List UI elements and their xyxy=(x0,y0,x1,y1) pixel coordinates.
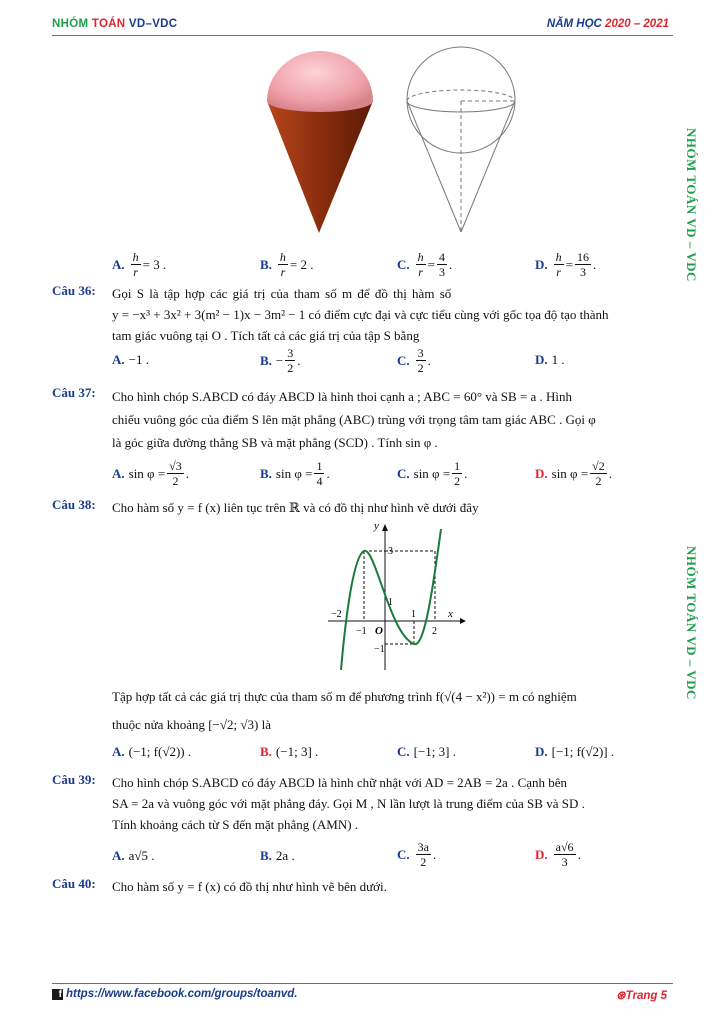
y-axis-label: y xyxy=(374,520,379,532)
tick-1: 1 xyxy=(411,609,416,620)
option-label: C. xyxy=(397,846,410,862)
numerator: 1 xyxy=(454,459,461,473)
numerator: 3 xyxy=(417,346,424,360)
denominator: 2 xyxy=(454,474,461,488)
option-label: C. xyxy=(397,256,410,272)
numerator: 3 xyxy=(287,346,294,360)
numerator: 1 xyxy=(316,459,323,473)
q39-stem xyxy=(112,772,672,835)
fraction xyxy=(554,840,576,869)
q37-option-a[interactable]: A. sin φ = $\frac{√3}{2}$ . xyxy=(112,459,189,488)
fraction xyxy=(167,459,184,488)
denominator: 2 xyxy=(417,361,424,375)
header-year-value: 2020 – 2021 xyxy=(605,18,669,30)
q38-label: Câu 38: xyxy=(52,497,96,512)
option-prefix: sin φ = xyxy=(128,465,166,481)
header-divider xyxy=(52,35,673,36)
option-label: D. xyxy=(535,744,548,759)
x-axis-label: x xyxy=(448,608,453,620)
q37-label: Câu 37: xyxy=(52,385,96,400)
q35-option-c[interactable]: C. $\frac{h}{r}$ = $\frac{4}{3}$ . xyxy=(397,250,453,279)
q40-label: Câu 40: xyxy=(52,876,96,891)
q38-question xyxy=(112,683,672,739)
denominator: r xyxy=(280,265,286,279)
option-label: B. xyxy=(260,848,272,863)
tick-m2: −2 xyxy=(331,609,342,620)
stem-line: là góc giữa đường thẳng SB và mặt phẳng (SCD) . Tính sin φ . xyxy=(112,435,438,450)
option-value: 2a . xyxy=(275,848,295,863)
q39-option-d[interactable]: D. $\frac{a√6}{3}$ . xyxy=(535,840,581,869)
option-value: a√5 . xyxy=(128,848,155,863)
equals: = xyxy=(427,256,435,272)
footer-link[interactable] xyxy=(52,988,298,1000)
numerator: 3a xyxy=(417,840,429,854)
stem-line: Cho hàm số y = f (x) liên tục trên ℝ và có đồ thị như hình vẽ dưới đây xyxy=(112,500,479,515)
denominator: r xyxy=(133,265,138,279)
fraction xyxy=(131,250,141,279)
function-graph xyxy=(320,515,480,675)
q36-option-c[interactable]: C. $\frac{3}{2}$ . xyxy=(397,346,431,375)
q39-option-a[interactable] xyxy=(112,848,155,864)
denominator: 3 xyxy=(579,265,586,279)
stem-line: Gọi S là tập hợp các giá trị của tham số m để đồ thị hàm số xyxy=(112,286,452,301)
option-value: = 3 . xyxy=(142,256,167,272)
cone-body xyxy=(267,101,373,233)
fraction xyxy=(590,459,607,488)
y-axis-arrow xyxy=(382,524,388,531)
option-label: C. xyxy=(397,352,410,368)
fraction xyxy=(452,459,462,488)
numerator: h xyxy=(132,250,139,264)
q37-option-b[interactable]: B. sin φ = $\frac{1}{4}$ . xyxy=(260,459,330,488)
option-label: D. xyxy=(535,352,548,367)
cone-right-edge xyxy=(461,101,515,232)
denominator: 3 xyxy=(438,265,445,279)
fraction xyxy=(437,250,447,279)
fraction xyxy=(278,250,288,279)
option-label: D. xyxy=(535,256,548,272)
q39-option-c[interactable]: C. $\frac{3a}{2}$ . xyxy=(397,840,437,869)
q36-option-a[interactable] xyxy=(112,352,149,368)
denominator: 2 xyxy=(287,361,294,375)
q39-option-b[interactable] xyxy=(260,848,295,864)
fraction xyxy=(314,459,324,488)
stem-line: Tập hợp tất cả các giá trị thực của tham số m để phương trình f(√(4 − x²)) = m có nghiệm xyxy=(112,689,577,704)
stem-line: Cho hình chóp S.ABCD có đáy ABCD là hình chữ nhật với AD = 2AB = 2a . Cạnh bên xyxy=(112,775,568,790)
stem-line: chiếu vuông góc của điểm S lên mặt phẳng (ABC) trùng với trọng tâm tam giác ABC . Gọi φ xyxy=(112,412,596,427)
side-label-bottom: NHÓM TOÁN VD – VDC xyxy=(684,546,699,700)
denominator: 2 xyxy=(595,474,602,488)
footer-divider xyxy=(52,983,673,984)
option-label: A. xyxy=(112,256,125,272)
facebook-group-link[interactable]: https://www.facebook.com/groups/toanvd. xyxy=(66,988,298,1000)
stem-line: tam giác vuông tại O . Tích tất cả các giá trị của tập S bằng xyxy=(112,328,420,343)
equals: = xyxy=(565,256,573,272)
stem-line: Cho hình chóp S.ABCD có đáy ABCD là hình thoi cạnh a ; ABC = 60° và SB = a . Hình xyxy=(112,389,573,404)
header-group-name xyxy=(52,18,177,30)
option-value: [−1; f(√2)] . xyxy=(551,744,615,759)
fraction xyxy=(285,346,295,375)
facebook-icon: f xyxy=(52,989,63,1000)
stem-line: Tính khoảng cách từ S đến mặt phẳng (AMN) . xyxy=(112,817,359,832)
option-label: A. xyxy=(112,744,125,759)
header-year-label: NĂM HỌC xyxy=(546,18,602,30)
cone-base-back xyxy=(407,90,515,101)
stem-line: y = −x³ + 3x² + 3(m² − 1)x − 3m² − 1 có điểm cực đại và cực tiểu cùng với gốc tọa độ tạo thành xyxy=(112,307,609,322)
header-word-nhom: NHÓM xyxy=(52,18,89,30)
tick-ym1: −1 xyxy=(374,644,385,655)
q36-label: Câu 36: xyxy=(52,283,96,298)
option-prefix: sin φ = xyxy=(413,465,451,481)
cone-left-edge xyxy=(407,101,461,232)
stem-line: thuộc nửa khoảng [−√2; √3) là xyxy=(112,717,271,732)
option-label: A. xyxy=(112,465,125,481)
fraction xyxy=(416,840,431,869)
option-label: C. xyxy=(397,465,410,481)
q38-option-a[interactable] xyxy=(112,744,191,760)
stem-line: Cho hàm số y = f (x) có đồ thị như hình vẽ bên dưới. xyxy=(112,879,387,894)
denominator: r xyxy=(556,265,561,279)
stem-line: SA = 2a và vuông góc với mặt phẳng đáy. Gọi M , N lần lượt là trung điểm của SB và SD . xyxy=(112,796,585,811)
numerator: √2 xyxy=(592,459,605,473)
header-word-toan: TOÁN xyxy=(91,18,126,30)
option-label: B. xyxy=(260,256,272,272)
option-label: B. xyxy=(260,352,272,368)
option-value: = 2 . xyxy=(289,256,314,272)
side-label-top: NHÓM TOÁN VD – VDC xyxy=(684,128,699,282)
option-label: C. xyxy=(397,744,410,759)
option-label: D. xyxy=(535,846,548,862)
option-value: (−1; f(√2)) . xyxy=(128,744,192,759)
q38-option-c[interactable] xyxy=(397,744,456,760)
option-value: (−1; 3] . xyxy=(275,744,319,759)
numerator: a√6 xyxy=(555,840,574,854)
option-label: B. xyxy=(260,744,272,759)
option-prefix: sin φ = xyxy=(551,465,589,481)
option-label: A. xyxy=(112,848,125,863)
denominator: r xyxy=(418,265,423,279)
option-prefix: sin φ = xyxy=(275,465,313,481)
q35-option-b[interactable] xyxy=(260,250,314,279)
q36-option-d[interactable] xyxy=(535,352,565,368)
minus-sign: − xyxy=(275,352,284,368)
numerator: h xyxy=(417,250,424,264)
denominator: 3 xyxy=(561,855,568,869)
numerator: 4 xyxy=(438,250,445,264)
tick-2: 2 xyxy=(432,626,437,637)
header-word-vdc: VD–VDC xyxy=(128,18,178,30)
numerator: h xyxy=(555,250,562,264)
option-value: 1 . xyxy=(551,352,565,367)
tick-y1: 1 xyxy=(388,597,393,608)
q35-option-d[interactable]: D. $\frac{h}{r}$ = $\frac{16}{3}$ . xyxy=(535,250,597,279)
q38-option-b[interactable] xyxy=(260,744,318,760)
q38-option-d[interactable] xyxy=(535,744,614,760)
page-number: ⊛Trang 5 xyxy=(616,990,667,1002)
q36-option-b[interactable]: B. − $\frac{3}{2}$ . xyxy=(260,346,301,375)
fraction xyxy=(554,250,564,279)
denominator: 2 xyxy=(420,855,427,869)
q37-stem xyxy=(112,385,672,454)
q36-stem xyxy=(112,283,672,346)
fraction xyxy=(416,346,426,375)
denominator: 4 xyxy=(316,474,323,488)
q37-option-c[interactable]: C. sin φ = $\frac{1}{2}$ . xyxy=(397,459,468,488)
q35-option-a[interactable] xyxy=(112,250,166,279)
denominator: 2 xyxy=(172,474,179,488)
header-school-year xyxy=(547,18,669,30)
x-axis-arrow xyxy=(460,618,466,624)
tick-y3: 3 xyxy=(388,546,393,557)
option-label: A. xyxy=(112,352,125,367)
numerator: √3 xyxy=(169,459,182,473)
option-label: D. xyxy=(535,465,548,481)
cone-sphere-diagram xyxy=(398,44,533,238)
origin-label: O xyxy=(375,625,383,637)
ice-cream-scoop xyxy=(267,51,373,112)
numerator: 16 xyxy=(576,250,589,264)
option-label: B. xyxy=(260,465,272,481)
q37-option-d[interactable]: D. sin φ = $\frac{√2}{2}$ . xyxy=(535,459,612,488)
q39-label: Câu 39: xyxy=(52,772,96,787)
option-value: [−1; 3] . xyxy=(413,744,456,759)
fraction xyxy=(416,250,426,279)
fraction xyxy=(575,250,591,279)
tick-m1: −1 xyxy=(356,626,367,637)
numerator: h xyxy=(279,250,286,264)
q40-stem xyxy=(112,876,672,897)
option-value: −1 . xyxy=(128,352,149,367)
